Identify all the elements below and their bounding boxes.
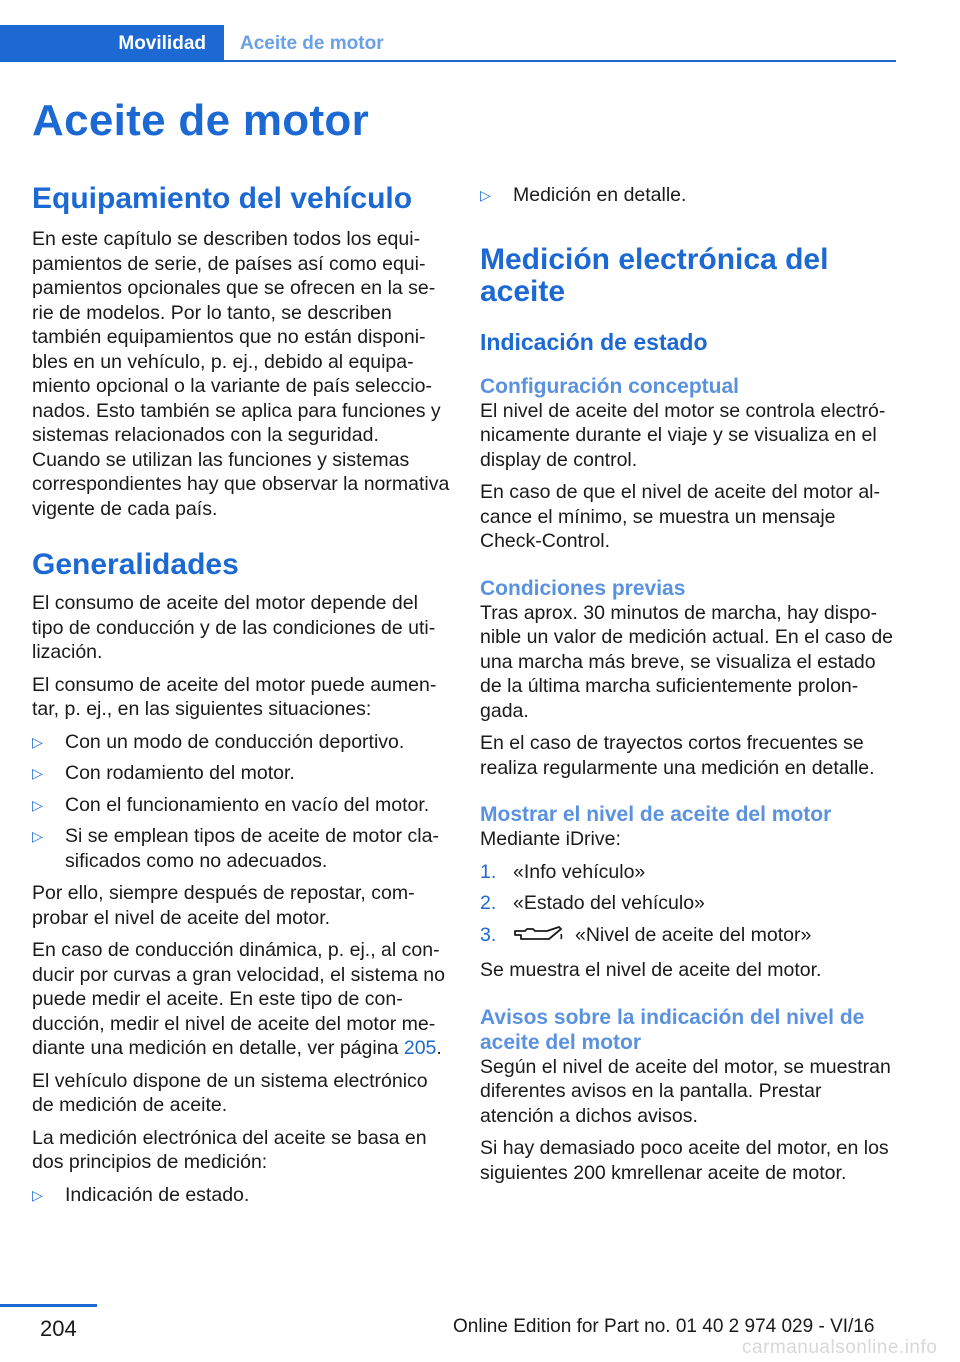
paragraph-equipamiento-1: En este capítulo se describen todos los equipamientos de serie, de países así como equipamientos opcionales que se ofrecen en la serie de modelos. Por lo tanto, se describen también equipamientos que no están disponibles en un vehículo, p. ej., debido al equipamiento opcional o la variante de país seleccionados. Esto también se aplica para funciones y sistemas relacionados con la seguridad. (32, 228, 441, 446)
header-tab-movilidad (0, 25, 224, 62)
paragraph-generalidades-3: Por ello, siempre después de repostar, comprobar el nivel de aceite del motor. (32, 882, 415, 929)
paragraph-generalidades-2: El consumo de aceite del motor puede aumentar, p. ej., en las siguientes situaciones: (32, 673, 437, 720)
triangle-bullet-icon: ▷ (32, 828, 43, 844)
paragraph-generalidades-4: En caso de conducción dinámica, p. ej., al conducir por curvas a gran velocidad, el sistema no puede medir el aceite. En este tipo de conducción, medir el nivel de aceite del motor mediante una medición en detalle, ver página 205. (32, 939, 445, 1059)
page-number-rule (0, 1304, 97, 1307)
triangle-bullet-icon: ▷ (480, 187, 491, 203)
paragraph-generalidades-5: El vehículo dispone de un sistema electrónico de medición de aceite. (32, 1069, 428, 1116)
step-item: 1. «Info vehículo» (480, 860, 646, 883)
header-underline (224, 60, 896, 62)
paragraph-condiciones-2: En el caso de trayectos cortos frecuentes se realiza regularmente una medición en detalle. (480, 732, 875, 779)
list-item: ▷ Con rodamiento del motor. (32, 762, 295, 784)
heading-generalidades: Generalidades (32, 548, 239, 581)
watermark: carmanualsonline.info (742, 1337, 938, 1358)
list-item: ▷ Medición en detalle. (480, 184, 687, 206)
heading-configuracion-conceptual: Configuración conceptual (480, 374, 740, 398)
header-tab-movilidad-label: Movilidad (118, 32, 206, 54)
list-principios-left (32, 1183, 450, 1208)
paragraph-condiciones-1: Tras aprox. 30 minutos de marcha, hay disponible un valor de medición actual. En el caso de una marcha más breve, se visualiza el estado de la última marcha suficientemente prolongada. (480, 601, 894, 722)
right-column (480, 183, 898, 1193)
list-principios-right (480, 183, 898, 208)
triangle-bullet-icon: ▷ (32, 765, 43, 781)
triangle-bullet-icon: ▷ (32, 733, 43, 750)
heading-mostrar-nivel: Mostrar el nivel de aceite del motor (480, 803, 832, 826)
page-reference-link[interactable]: 205 (403, 1037, 437, 1059)
list-item: ▷ Con un modo de conducción deportivo. (32, 730, 405, 753)
heading-equipamiento: Equipamiento del vehículo (32, 182, 413, 215)
heading-condiciones-previas: Condiciones previas (480, 576, 686, 600)
steps-list (480, 860, 898, 951)
left-column (32, 183, 450, 1215)
paragraph-avisos-2: Si hay demasiado poco aceite del motor, en los siguientes 200 kmrellenar aceite de motor. (480, 1137, 889, 1184)
list-item: ▷ Si se emplean tipos de aceite de motor clasificados como no adecuados. (32, 825, 439, 872)
paragraph-config-2: En caso de que el nivel de aceite del motor alcance el mínimo, se muestra un mensaje Check-Control. (480, 481, 880, 552)
list-item: ▷ Con el funcionamiento en vacío del motor. (32, 793, 430, 816)
page-title: Aceite de motor (32, 96, 370, 145)
paragraph-avisos-1: Según el nivel de aceite del motor, se muestran diferentes avisos en la pantalla. Prestar atención a dichos avisos. (480, 1055, 891, 1127)
oil-can-icon (513, 926, 565, 951)
paragraph-config-1: El nivel de aceite del motor se controla electrónicamente durante el viaje y se visualiza en el display de control. (480, 399, 886, 471)
paragraph-equipamiento-2: Cuando se utilizan las funciones y sistemas correspondientes hay que observar la normativa vigente de cada país. (32, 448, 450, 520)
page-number: 204 (40, 1316, 77, 1341)
header-tab-aceite-label: Aceite de motor (240, 32, 384, 54)
list-situaciones (32, 730, 450, 874)
heading-indicacion-estado: Indicación de estado (480, 328, 708, 355)
paragraph-mostrar: Mediante iDrive: (480, 828, 621, 850)
heading-avisos: Avisos sobre la indicación del nivel de aceite del motor (480, 1005, 865, 1054)
header-tab-aceite (240, 25, 384, 62)
paragraph-generalidades-1: El consumo de aceite del motor depende del tipo de conducción y de las condiciones de utilización. (32, 592, 436, 663)
heading-medicion-electronica: Medición electrónica del aceite (480, 242, 829, 308)
list-item: ▷ Indicación de estado. (32, 1183, 250, 1206)
step-item: 2. «Estado del vehículo» (480, 892, 705, 914)
footer-edition: Online Edition for Part no. 01 40 2 974 029 - VI/16 (453, 1316, 875, 1337)
paragraph-generalidades-6: La medición electrónica del aceite se basa en dos principios de medición: (32, 1126, 427, 1173)
paragraph-se-muestra: Se muestra el nivel de aceite del motor. (480, 959, 822, 981)
triangle-bullet-icon: ▷ (32, 796, 43, 813)
step-item: 3. «Nivel de aceite del motor» (480, 923, 898, 951)
triangle-bullet-icon: ▷ (32, 1186, 43, 1203)
